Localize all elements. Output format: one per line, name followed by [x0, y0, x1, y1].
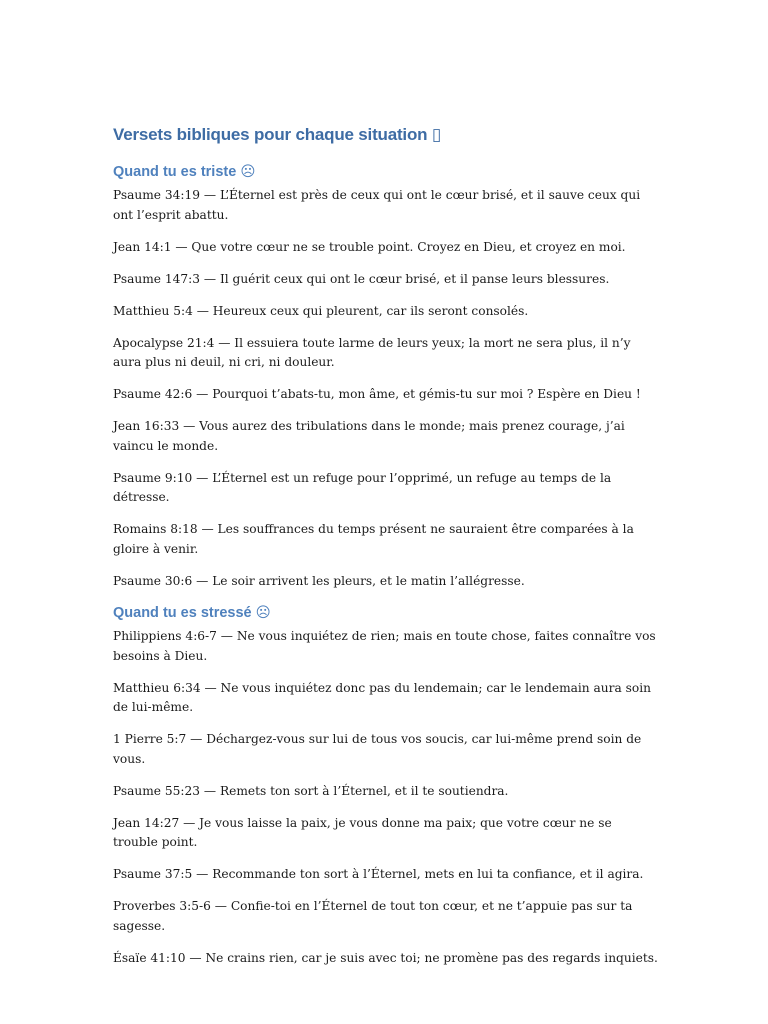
verse-item: Matthieu 6:34 — Ne vous inquiétez donc pas du lendemain; car le lendemain aura soin de lui-même. [113, 680, 651, 714]
section-sad [113, 162, 658, 591]
verse-item: Jean 14:27 — Je vous laisse la paix, je vous donne ma paix; que votre cœur ne se trouble point. [113, 815, 612, 849]
section-stressed [113, 603, 658, 968]
verse-item: Jean 16:33 — Vous aurez des tribulations dans le monde; mais prenez courage, j’ai vaincu le monde. [113, 419, 625, 453]
section-heading-stressed [113, 603, 658, 623]
section-heading-sad [113, 162, 658, 182]
sad-face-icon: ☹ [255, 605, 271, 621]
placeholder-glyph-icon: ▯ [431, 125, 441, 145]
section-heading-text: Quand tu es triste [113, 164, 241, 180]
verse-item: Psaume 37:5 — Recommande ton sort à l’Éternel, mets en lui ta confiance, et il agira. [113, 867, 644, 881]
verse-item: Psaume 30:6 — Le soir arrivent les pleurs, et le matin l’allégresse. [113, 573, 525, 588]
sad-face-icon: ☹ [240, 164, 256, 180]
verse-item: Philippiens 4:6-7 — Ne vous inquiétez de rien; mais en toute chose, faites connaître vos besoins à Dieu. [113, 629, 656, 663]
verse-item: Apocalypse 21:4 — Il essuiera toute larme de leurs yeux; la mort ne sera plus, il n’y aura plus ni deuil, ni cri, ni douleur. [113, 335, 631, 369]
section-heading-text: Quand tu es stressé [113, 605, 256, 621]
verse-item: Jean 14:1 — Que votre cœur ne se trouble point. Croyez en Dieu, et croyez en moi. [113, 239, 626, 254]
document-title-text: Versets bibliques pour chaque situation [113, 125, 432, 144]
verse-item: Ésaïe 41:10 — Ne crains rien, car je suis avec toi; ne promène pas des regards inquiets. [113, 950, 658, 965]
verse-item: Psaume 34:19 — L’Éternel est près de ceux qui ont le cœur brisé, et il sauve ceux qui ont l’esprit abattu. [113, 188, 641, 222]
document-page [113, 124, 658, 980]
verse-item: Psaume 9:10 — L’Éternel est un refuge pour l’opprimé, un refuge au temps de la détresse. [113, 470, 612, 504]
verse-item: Proverbes 3:5-6 — Confie-toi en l’Éternel de tout ton cœur, et ne t’appuie pas sur ta sagesse. [113, 899, 633, 933]
verse-item: Romains 8:18 — Les souffrances du temps présent ne sauraient être comparées à la gloire à venir. [113, 522, 634, 556]
verse-item: Matthieu 5:4 — Heureux ceux qui pleurent, car ils seront consolés. [113, 303, 529, 318]
verse-item: 1 Pierre 5:7 — Déchargez-vous sur lui de tous vos soucis, car lui-même prend soin de vous. [113, 732, 642, 766]
verse-item: Psaume 55:23 — Remets ton sort à l’Éternel, et il te soutiendra. [113, 783, 509, 798]
verse-item: Psaume 147:3 — Il guérit ceux qui ont le cœur brisé, et il panse leurs blessures. [113, 271, 610, 286]
verse-item: Psaume 42:6 — Pourquoi t’abats-tu, mon âme, et gémis-tu sur moi ? Espère en Dieu ! [113, 387, 641, 401]
document-title [113, 124, 658, 146]
